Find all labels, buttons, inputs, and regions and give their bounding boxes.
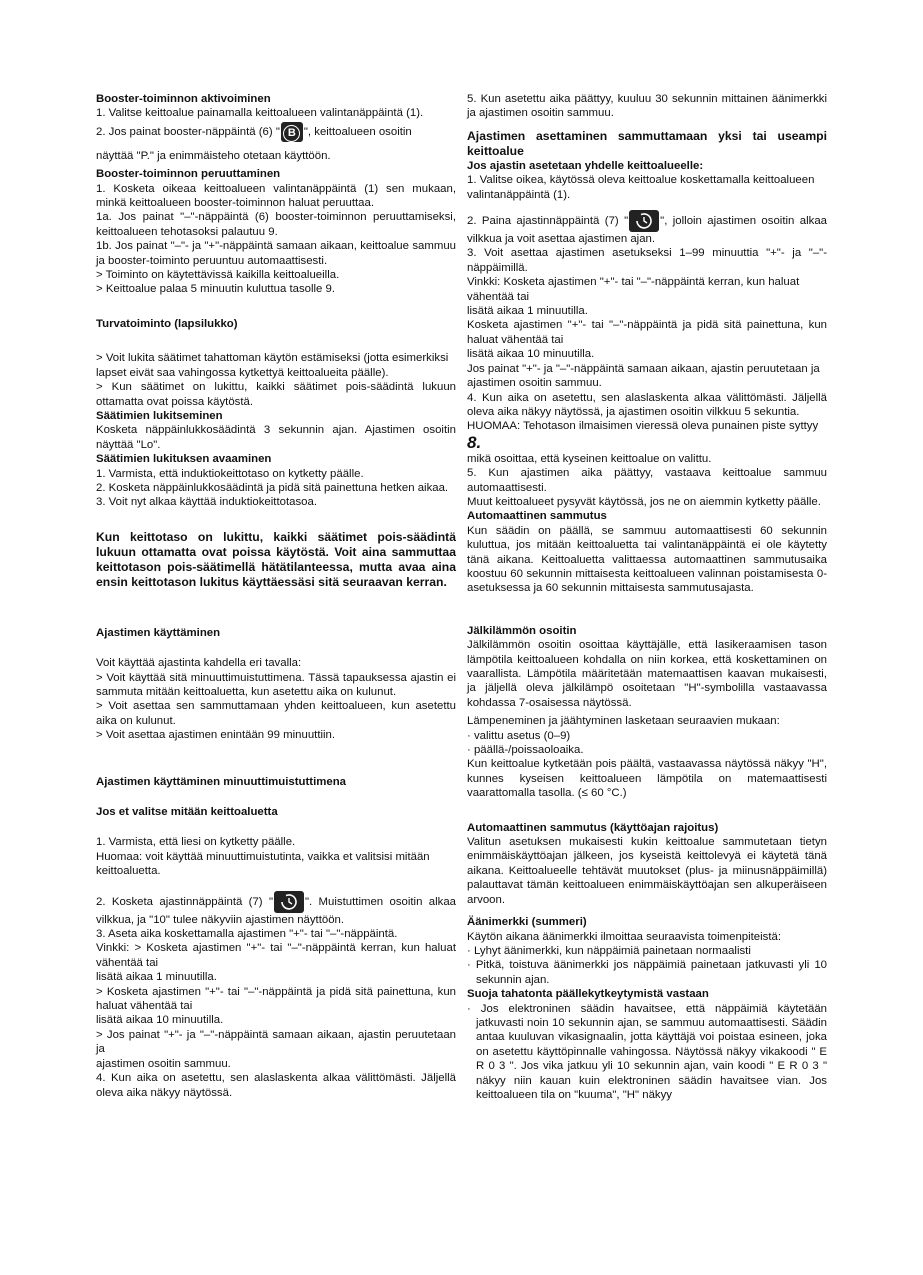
ns-step-2 [96,891,456,927]
one-step-2-text-a: 2. Paina ajastinnäppäintä (7) " [467,215,629,228]
booster-cancel-note-2: > Keittoalue palaa 5 minuutin kuluttua tasolle 9. [96,283,336,296]
timer-p3: > Voit asettaa ajastimen enintään 99 minuuttiin. [96,729,336,742]
timer-icon [274,891,304,913]
one-step-2 [467,210,827,246]
unlock-step-3: 3. Voit nyt alkaa käyttää induktiokeittotasoa. [96,496,317,509]
safety-heading: Turvatoiminto (lapsilukko) [96,317,238,330]
left-column [96,92,456,1100]
protection-bullet-1: · Jos elektroninen säädin havaitsee, että näppäimiä käytetään jatkuvasti noin 10 sekunnin ajan, se sammuu automaattisesti. Säädin antaa kuuluvan vikasignaalin, jotta käyttäjä voi poistaa esineen, joka on asetettu käyttöpinnalle vahingossa. Näytössä näkyy vikakoodi " E R 0 3 ". Jos vika jatkuu yli 10 sekunnin ajan, vain koodi " E R 0 3 " näkyy niin kauan kuin elektroninen säädin havaitsee vian. Jos keittoalueen tila on "kuuma", "H" näkyy [467,1002,827,1101]
right-column [467,92,827,1102]
minute-minder-heading: Ajastimen käyttäminen minuuttimuistuttimena [96,775,346,788]
booster-step-1: 1. Valitse keittoalue painamalla keittoalueen valintanäppäintä (1). [96,107,424,120]
one-step-4: 4. Kun aika on asetettu, sen alaslaskenta alkaa välittömästi. Jäljellä oleva aika näkyy näytössä, ja ajastimen osoitin vilkkuu 5 sekuntia. [467,391,827,418]
unlock-step-2: 2. Kosketa näppäinlukkosäädintä ja pidä sitä painettuna hetken aikaa. [96,481,449,494]
timer-p2: > Voit asettaa sen sammuttamaan yhden keittoalueen, kun asetettu aika on kulunut. [96,700,456,727]
ns-tip-6: ajastimen osoitin sammuu. [96,1057,231,1070]
buzzer-bullet-2: · Pitkä, toistuva äänimerkki jos näppäimiä painetaan jatkuvasti yli 10 sekunnin ajan. [467,959,827,986]
residual-heat-text-3: Kun keittoalue kytketään pois päältä, vastaavassa näytössä näkyy "H", kunnes kyseisen keittoalueen lämpötila on matemaattisesti vaarattomalla tasolla. (≤ 60 °C.) [467,758,827,800]
one-tip-1: Vinkki: Kosketa ajastimen "+"- tai "–"-näppäintä kerran, kun haluat vähentää tai [467,276,800,303]
set-zone-timer-heading: Ajastimen asettaminen sammuttamaan yksi tai useampi keittoalue [467,128,827,158]
lock-warning: Kun keittotaso on lukittu, kaikki säätimet pois-säädintä lukuun ottamatta ovat poissa käytöstä. Voit aina sammuttaa keittotason pois-säätimellä hätätilanteessa, mutta avaa aina ensin keittotason lukitus käyttäessäsi sitä seuraavan kerran. [96,529,456,589]
one-step-2-text-b: ", jolloin ajastimen osoitin alkaa vilkkua ja voit asettaa ajastimen ajan. [467,215,827,246]
booster-cancel-heading: Booster-toiminnon peruuttaminen [96,168,281,181]
buzzer-text: Käytön aikana äänimerkki ilmoittaa seuraavista toimenpiteistä: [467,930,782,943]
auto-off-heading: Automaattinen sammutus [467,510,607,523]
timer-p1: > Voit käyttää sitä minuuttimuistuttimena. Tässä tapauksessa ajastin ei sammuta mitään keittoaluetta, kun asetettu aika on kulunut. [96,671,456,698]
timer-heading: Ajastimen käyttäminen [96,626,221,639]
one-tip-4: lisätä aikaa 10 minuutilla. [467,348,595,361]
booster-b-letter: B [283,125,300,142]
ns-tip-4: lisätä aikaa 10 minuutilla. [96,1014,224,1027]
safety-p1: > Voit lukita säätimet tahattoman käytön estämiseksi (jotta esimerkiksi [96,352,449,365]
one-tip-5: Jos painat "+"- ja "–"-näppäintä samaan aikaan, ajastin peruutetaan ja [467,362,820,375]
dot-glyph-line [467,434,827,452]
safety-p3: > Kun säätimet on lukittu, kaikki säätimet pois-säädintä lukuun ottamatta ovat poissa käytöstä. [96,381,456,408]
booster-step-2 [96,121,456,145]
residual-bullet-2: · päällä-/poissaoloaika. [467,744,584,757]
residual-heat-text-2: Lämpeneminen ja jäähtyminen lasketaan seuraavien mukaan: [467,715,780,728]
lock-heading: Säätimien lukitseminen [96,409,223,422]
booster-cancel-1a: 1a. Jos painat "–"-näppäintä (6) booster-toiminnon peruuttamiseksi, keittoalueen tehotasoksi palautuu 9. [96,211,456,238]
one-tip-2: lisätä aikaa 1 minuutilla. [467,305,588,318]
lock-text: Kosketa näppäinlukkosäädintä 3 sekunnin ajan. Ajastimen osoitin näyttää "Lo". [96,424,456,451]
time-limit-heading: Automaattinen sammutus (käyttöajan rajoitus) [467,821,719,834]
one-step-3: 3. Voit asettaa ajastimen asetukseksi 1–99 minuuttia "+"- ja "–"-näppäimillä. [467,247,827,274]
protection-heading: Suoja tahatonta päällekytkeytymistä vastaan [467,988,709,1001]
booster-activation-heading: Booster-toiminnon aktivoiminen [96,93,271,105]
ns-step-2-text-a: 2. Kosketa ajastinnäppäintä (7) " [96,895,273,908]
booster-cancel-note-1: > Toiminto on käytettävissä kaikilla keittoalueilla. [96,269,340,282]
one-note-2: mikä osoittaa, että kyseinen keittoalue on valittu. [467,452,712,465]
one-step-6: Muut keittoalueet pysyvät käytössä, jos ne on aiemmin kytketty päälle. [467,495,821,508]
ns-tip-1: Vinkki: > Kosketa ajastimen "+"- tai "–"-näppäintä kerran, kun haluat vähentää tai [96,942,456,969]
safety-p2: lapset eivät saa vahingossa kytkettyä keittoalueita päälle). [96,366,389,379]
buzzer-bullet-1: · Lyhyt äänimerkki, kun näppäimiä painetaan normaalisti [467,944,751,957]
buzzer-heading: Äänimerkki (summeri) [467,916,587,929]
timer-intro: Voit käyttää ajastinta kahdella eri tavalla: [96,657,302,670]
one-tip-6: ajastimen osoitin sammuu. [467,377,602,390]
booster-cancel-1b: 1b. Jos painat "–"- ja "+"-näppäintä samaan aikaan, keittoalue sammuu ja booster-toiminto peruuntuu automaattisesti. [96,240,456,267]
booster-step-3: näyttää "P." ja enimmäisteho otetaan käyttöön. [96,149,331,162]
unlock-step-1: 1. Varmista, että induktiokeittotaso on kytketty päälle. [96,467,364,480]
ns-step-4: 4. Kun aika on asetettu, sen alaslaskenta alkaa välittömästi. Jäljellä oleva aika näkyy näytössä. [96,1072,456,1099]
ns-tip-2: lisätä aikaa 1 minuutilla. [96,971,217,984]
booster-b-icon [281,122,303,142]
r-step-5: 5. Kun asetettu aika päättyy, kuuluu 30 sekunnin mittainen äänimerkki ja ajastimen osoitin sammuu. [467,93,827,120]
no-zone-heading: Jos et valitse mitään keittoaluetta [96,806,278,818]
one-zone-heading: Jos ajastin asetetaan yhdelle keittoalueelle: [467,159,704,172]
booster-cancel-1: 1. Kosketa oikeaa keittoalueen valintanäppäintä (1) sen mukaan, minkä keittoalueen booster-toiminnon haluat peruuttaa. [96,182,456,210]
timer-icon-2 [629,210,659,232]
ns-step-1: 1. Varmista, että liesi on kytketty päälle. [96,836,296,849]
ns-tip-5: > Jos painat "+"- ja "–"-näppäintä samaan aikaan, ajastin peruutetaan ja [96,1028,456,1056]
auto-off-text: Kun säädin on päällä, se sammuu automaattisesti 60 sekunnin kuluttua, jos mitään keittoaluetta tai valintanäppäintä ei ole käytetty tänä aikana. Keittoaluetta valittaessa automaattinen sammutusaika koostuu 60 sekunnin mittaisesta keittoalueen valinnan poistamisesta 0-asetuksessa ja 60 sekunnin mittaisesta sammutusajasta. [467,524,827,595]
time-limit-text: Valitun asetuksen mukaisesti kukin keittoalue sammutetaan tietyn enimmäiskäyttöajan jälkeen, jos kyseistä keittolevyä ei käytetä tänä aikana. Keittoalueelle tehtävät muutokset (plus- ja miinusnäppäimillä) palauttavat tämän keittoalueen enimmäiskäyttöajan sen alkuperäiseen arvoon. [467,836,827,906]
residual-heat-text: Jälkilämmön osoitin osoittaa käyttäjälle, että lasikeraamisen tason lämpötila keittoalueen kohdalla on niin korkea, että koskettaminen on vaarallista. Lämpötila määritetään matemaattisen kaavan mukaisesti, ja jäljellä oleva jälkilämpö osoitetaan "H"-symbolilla vastaavassa kohdassa 7-osaisessa näytössä. [467,639,827,709]
booster-step-2-text-a: 2. Jos painat booster-näppäintä (6) " [96,125,280,138]
one-tip-3: Kosketa ajastimen "+"- tai "–"-näppäintä ja pidä sitä painettuna, kun haluat vähentää tai [467,319,827,346]
seven-segment-dot-icon: 8. [467,432,482,452]
residual-bullet-1: · valittu asetus (0–9) [467,729,571,742]
ns-tip-3: > Kosketa ajastimen "+"- tai "–"-näppäintä ja pidä sitä painettuna, kun haluat vähentää tai [96,985,456,1013]
ns-step-3: 3. Aseta aika koskettamalla ajastimen "+"- tai "–"-näppäintä. [96,928,398,941]
booster-step-2-text-b: ", keittoalueen osoitin [303,125,412,138]
one-step-5: 5. Kun ajastimen aika päättyy, vastaava keittoalue sammuu automaattisesti. [467,467,827,494]
ns-note: Huomaa: voit käyttää minuuttimuistutinta, vaikka et valitsisi mitään keittoaluetta. [96,850,430,878]
ns-step-2-text-b: ". Muistuttimen osoitin alkaa vilkkua, ja "10" tulee näkyviin ajastimen näyttöön. [96,895,456,926]
one-note: HUOMAA: Tehotason ilmaisimen vieressä oleva punainen piste syttyy [467,420,819,433]
unlock-heading: Säätimien lukituksen avaaminen [96,453,272,466]
residual-heat-heading: Jälkilämmön osoitin [467,624,577,637]
one-step-1: 1. Valitse oikea, käytössä oleva keittoalue koskettamalla keittoalueen valintanäppäintä (1). [467,174,815,201]
